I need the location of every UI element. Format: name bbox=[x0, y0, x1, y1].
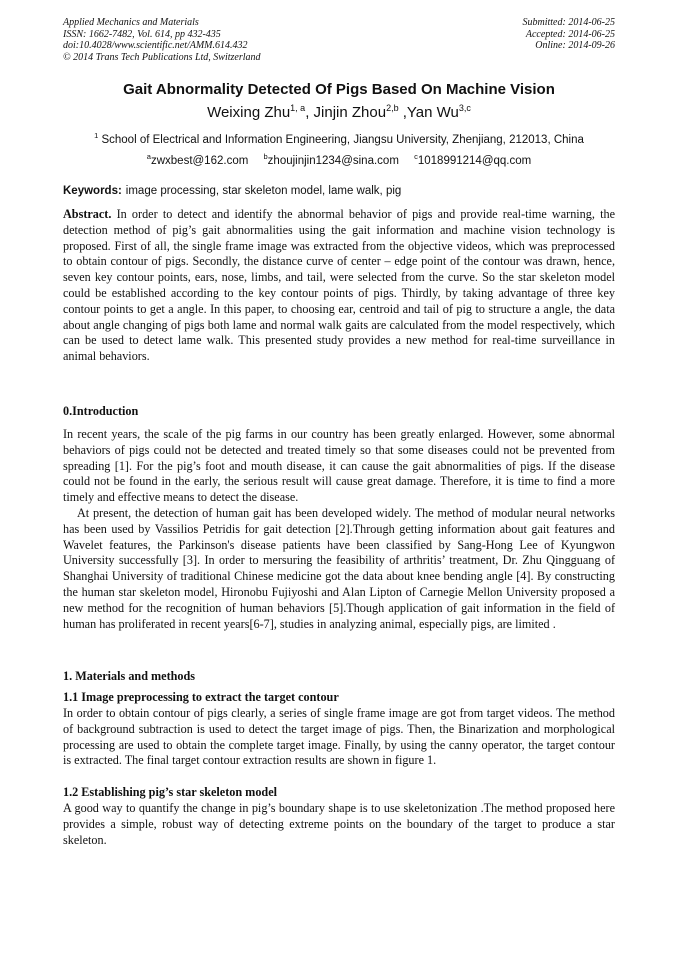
author-list bbox=[0, 103, 678, 121]
keywords-label: Keywords: bbox=[63, 185, 122, 197]
introduction-paragraph-1: In recent years, the scale of the pig farms in our country has been greatly enlarged. However, some abnormal behaviors of pigs could not be detected and treated timely so that some diseases could not be prevented from spreading [1]. For the pig’s foot and mouth disease, it can cause the gait abnormalities of pigs. If the disease could not be found in the early, the serious result will cause great damage. Therefore, it is time to find a more timely and effective means to detect the disease. bbox=[63, 427, 615, 505]
affiliation-text: School of Electrical and Information Engineering, Jiangsu University, Zhenjiang, 212013, China bbox=[98, 133, 584, 146]
subsection-1-2-body bbox=[63, 801, 615, 848]
journal-doi: doi:10.4028/www.scientific.net/AMM.614.432 bbox=[63, 40, 248, 51]
affiliation-sup: 1 bbox=[94, 131, 99, 140]
keywords-text: image processing, star skeleton model, lame walk, pig bbox=[125, 185, 402, 197]
submission-dates bbox=[523, 17, 616, 52]
journal-copyright: © 2014 Trans Tech Publications Ltd, Switzerland bbox=[63, 51, 261, 63]
subsection-1-1-text: In order to obtain contour of pigs clearly, a series of single frame image are got from target videos. The method of background subtraction is used to detect the target image of pigs. Then, the Binarization and morphological processing are used to obtain the complete target image. Finally, by using the canny operator, the target contour is extracted. The final target contour extraction results are shown in figure 1. bbox=[63, 706, 615, 768]
abstract-text: In order to detect and identify the abnormal behavior of pigs and provide real-time warning, the detection method of pig’s gait abnormalities using the gait information and machine vision technology is proposed. First of all, the single frame image was extracted from the objective videos, which was preprocessed to obtain contour of pigs. Secondly, the distance curve of center – edge point of the contour was drawn, hence, seven key contour points, ears, nose, limbs, and tail, were selected from the curve. So the star skeleton model could be established according to the key contour points of pigs. Thirdly, by taking advantage of three key contour points to get a angle. In this paper, to choosing ear, centroid and tail of pig to structure a angle, the data about angle changing of pigs both lame and normal walk gaits are calculated from the model respectively, which can be used to detect lame walk. This presented study provides a new method for real-time surveillance in animal behaviors. bbox=[63, 207, 615, 364]
subsection-1-2-heading: 1.2 Establishing pig’s star skeleton model bbox=[63, 785, 277, 799]
email-c-sup: c bbox=[414, 152, 418, 161]
paper-title: Gait Abnormality Detected Of Pigs Based On Machine Vision bbox=[123, 81, 555, 98]
submitted-date: Submitted: 2014-06-25 bbox=[522, 17, 615, 28]
email-a: zwxbest@162.com bbox=[150, 154, 249, 167]
online-date: Online: 2014-09-26 bbox=[535, 40, 615, 51]
email-b: zhoujinjin1234@sina.com bbox=[267, 154, 399, 167]
accepted-date: Accepted: 2014-06-25 bbox=[525, 28, 615, 40]
subsection-1-1-body bbox=[63, 706, 615, 769]
journal-name: Applied Mechanics and Materials bbox=[63, 17, 199, 28]
author-3: ,Yan Wu bbox=[398, 104, 459, 121]
affiliation bbox=[0, 131, 678, 146]
introduction-body bbox=[63, 427, 615, 632]
keywords bbox=[63, 185, 615, 197]
journal-info bbox=[63, 17, 261, 63]
email-b-sup: b bbox=[263, 152, 268, 161]
author-3-sup: 3,c bbox=[458, 103, 471, 113]
author-2: , Jinjin Zhou bbox=[305, 104, 387, 121]
journal-issn: ISSN: 1662-7482, Vol. 614, pp 432-435 bbox=[63, 28, 221, 40]
author-1-sup: 1, a bbox=[290, 103, 306, 113]
abstract bbox=[63, 207, 615, 365]
email-c: 1018991214@qq.com bbox=[417, 154, 532, 167]
introduction-heading: 0.Introduction bbox=[63, 404, 139, 418]
abstract-label: Abstract. bbox=[63, 207, 112, 221]
author-2-sup: 2,b bbox=[386, 103, 399, 113]
subsection-1-1-heading: 1.1 Image preprocessing to extract the target contour bbox=[63, 690, 339, 704]
introduction-paragraph-2: At present, the detection of human gait has been developed widely. The method of modular neural networks has been used by Vassilios Petridis for gait detection [2].Through getting information about gait features and Wavelet features, the Parkinson's disease patients have been classified by Sang-Hong Lee of Kyungwon University successfully [3]. In order to mersuring the feasibility of arthritis’ treatment, Dr. Zhu Qingguang of Shanghai University of traditional Chinese medicine got the data about knee bending angle [4]. By constructing the human star skeleton model, Hironobu Fujiyoshi and Alan Lipton of Carnegie Mellon University proposed a new method for the recognition of human behaviors [5].Though application of gait information in the field of human has proliferated in recent years[6-7], studies in analyzing animal, especially pigs, are limited . bbox=[63, 505, 615, 631]
methods-heading: 1. Materials and methods bbox=[63, 669, 196, 683]
author-1: Weixing Zhu bbox=[207, 104, 291, 121]
subsection-1-2-text: A good way to quantify the change in pig’s boundary shape is to use skeletonization .The method proposed here provides a simple, robust way of detecting extreme points on the boundary of the target to produce a star skeleton. bbox=[63, 801, 615, 847]
email-a-sup: a bbox=[146, 152, 151, 161]
email-list bbox=[0, 152, 678, 167]
